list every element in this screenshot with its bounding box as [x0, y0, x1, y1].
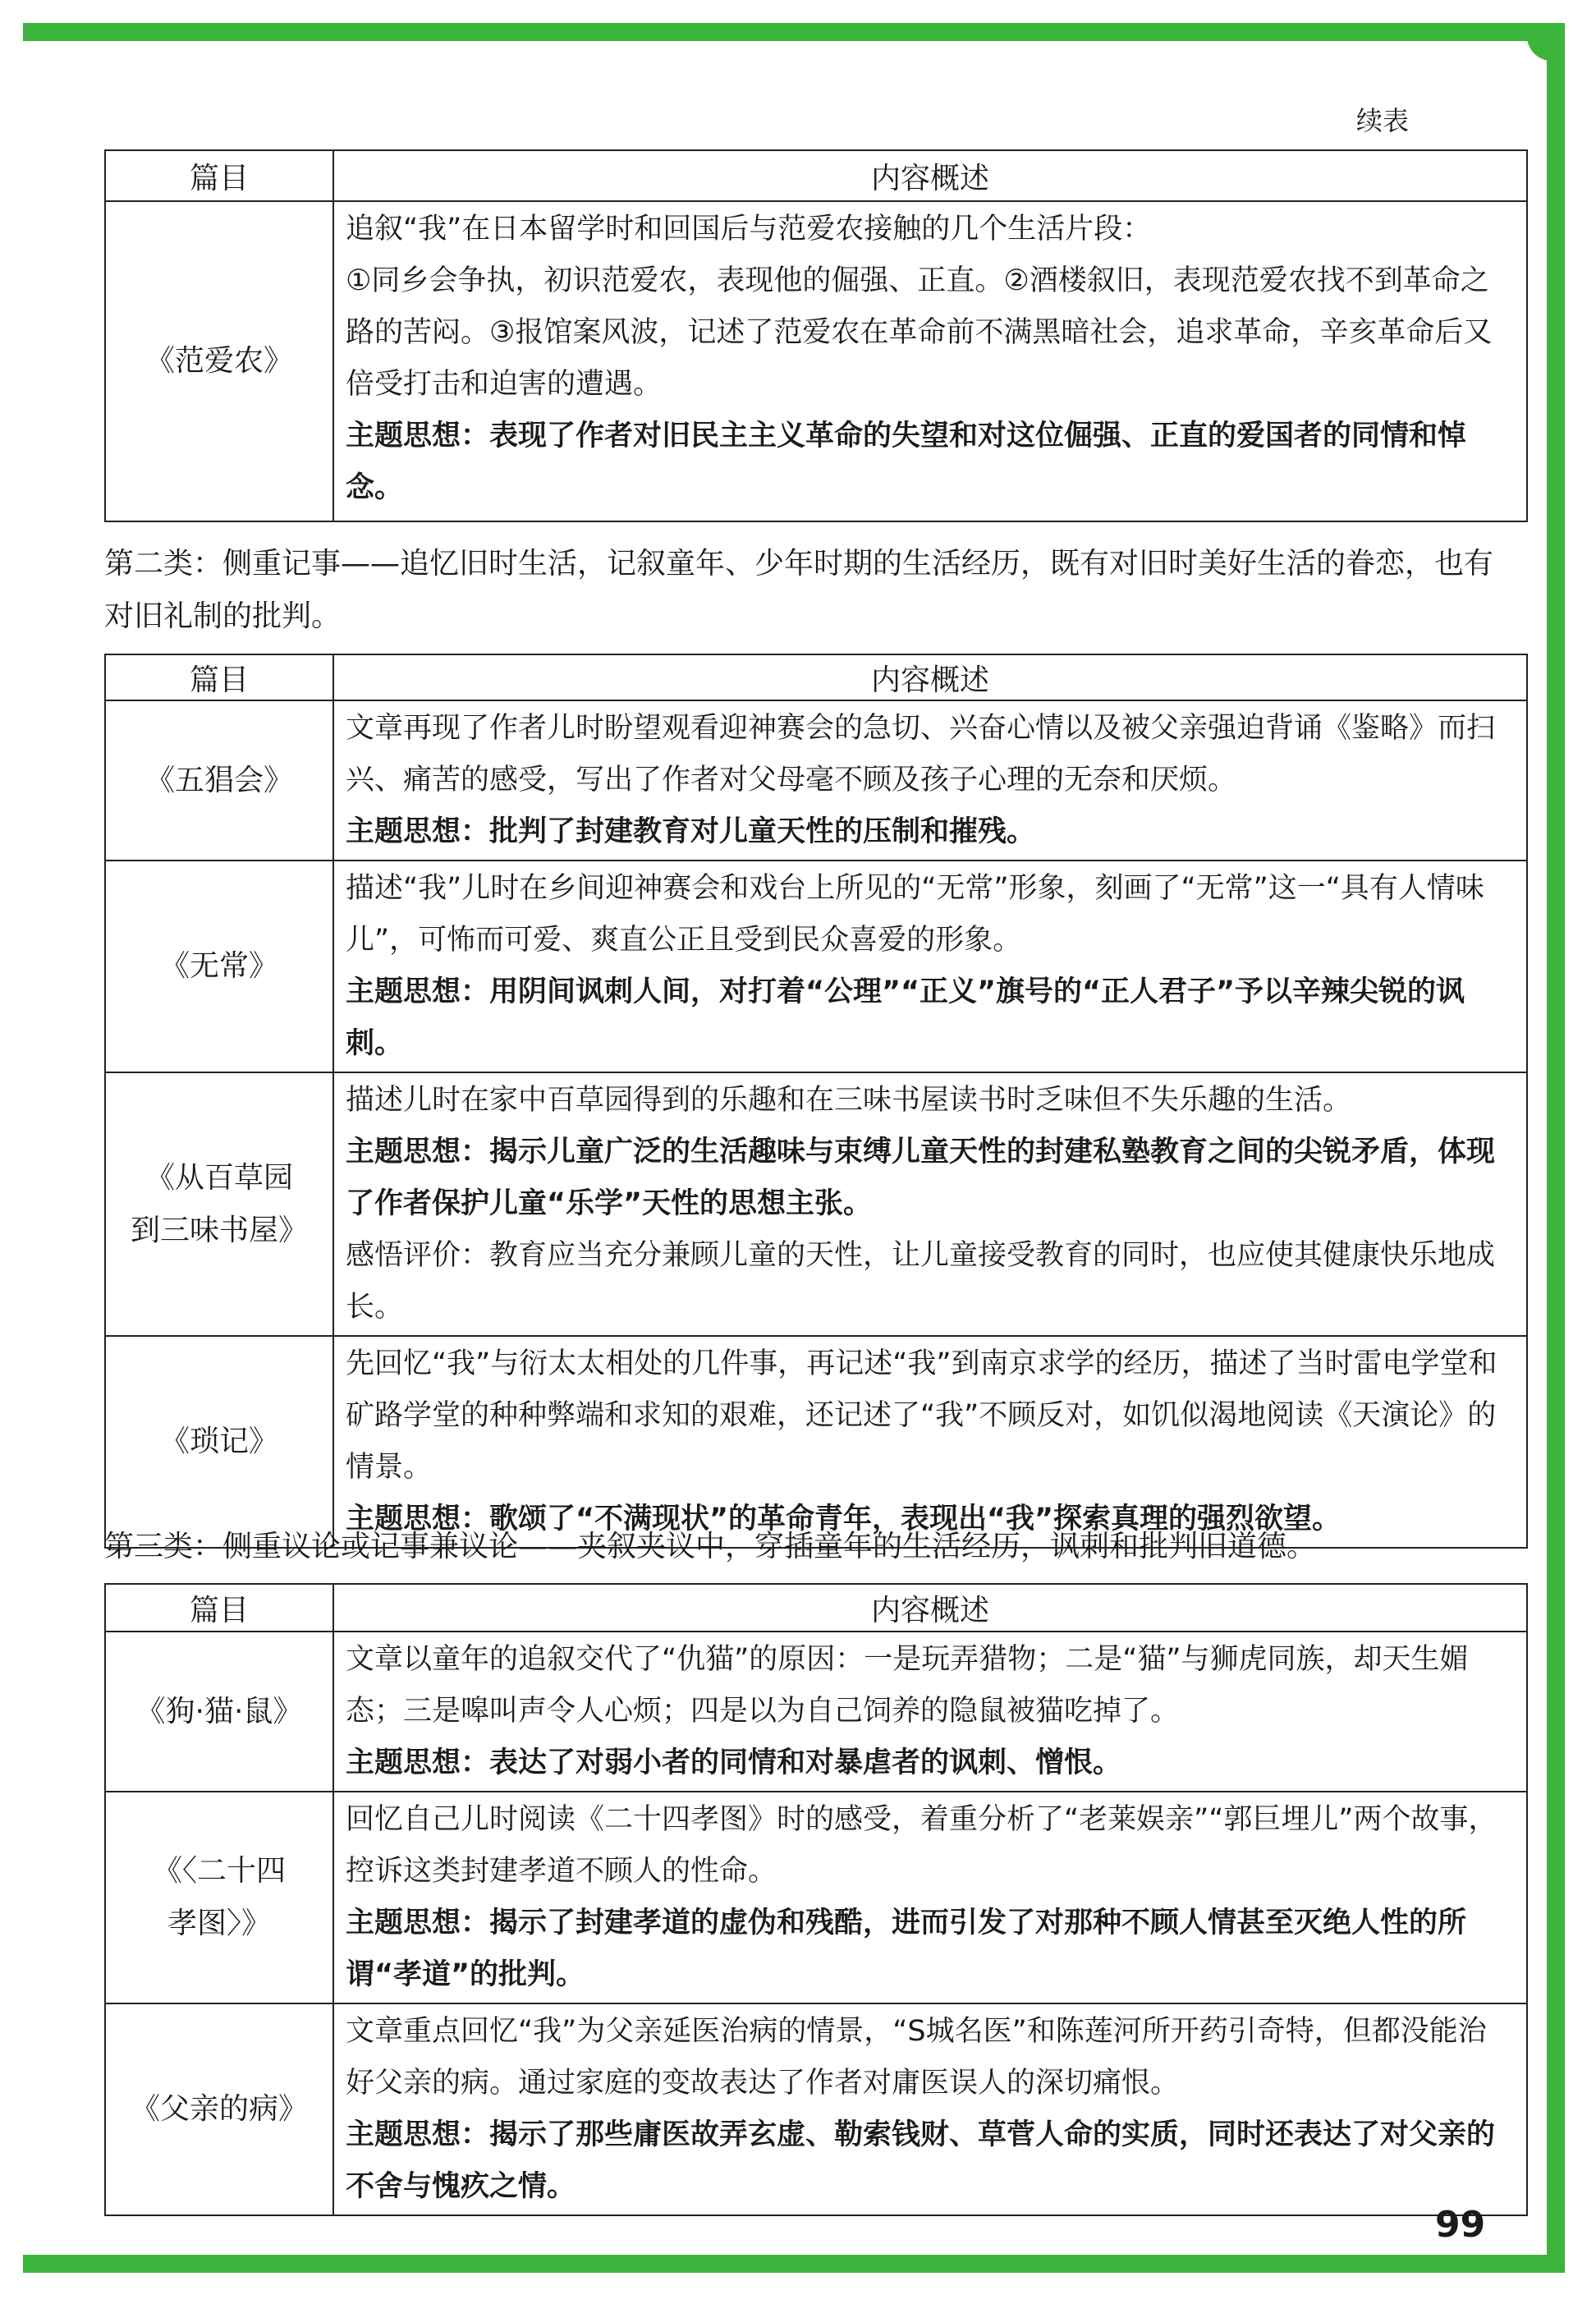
table-row — [105, 700, 1527, 861]
row-content — [333, 1072, 1527, 1336]
evaluation-line: 感悟评价：教育应当充分兼顾儿童的天性，让儿童接受教育的同时，也应使其健康快乐地成长。 — [346, 1239, 1496, 1324]
row-title — [105, 1792, 333, 2003]
content-line: 追叙“我”在日本留学时和回国后与范爱农接触的几个生活片段： — [346, 213, 1152, 246]
title-line: 《〈二十四 — [152, 1854, 286, 1888]
header-title: 篇目 — [105, 150, 333, 201]
table-2 — [104, 654, 1528, 1549]
header-title: 篇目 — [105, 1584, 333, 1632]
category-3-heading: 第三类：侧重议论或记事兼议论——夹叙夹议中，穿插童年的生活经历，讽刺和批判旧道德。 — [104, 1530, 1317, 1563]
theme-line: 主题思想：歌颂了“不满现状”的革命青年，表现出“我”探索真理的强烈欲望。 — [346, 1503, 1341, 1535]
table-row — [105, 1632, 1527, 1792]
green-frame-bottom — [23, 2255, 1565, 2273]
green-frame-top — [23, 23, 1565, 41]
row-content — [333, 1336, 1527, 1548]
content-line: 文章重点回忆“我”为父亲延医治病的情景，“S城名医”和陈莲河所开药引奇特，但都没能治好父亲的病。通过家庭的变故表达了作者对庸医误人的深切痛恨。 — [346, 2015, 1487, 2100]
page-number: 99 — [1435, 2204, 1486, 2246]
content-line: 文章再现了作者儿时盼望观看迎神赛会的急切、兴奋心情以及被父亲强迫背诵《鉴略》而扫兴、痛苦的感受，写出了作者对父母毫不顾及孩子心理的无奈和厌烦。 — [346, 712, 1496, 796]
row-content — [333, 2003, 1527, 2215]
theme-line: 主题思想：表现了作者对旧民主主义革命的失望和对这位倔强、正直的爱国者的同情和悼念。 — [346, 420, 1467, 504]
theme-line: 主题思想：表达了对弱小者的同情和对暴虐者的讽刺、憎恨。 — [346, 1746, 1122, 1779]
table-3 — [104, 1583, 1528, 2216]
table-header — [105, 654, 1527, 700]
theme-line: 主题思想：揭示了封建孝道的虚伪和残酷，进而引发了对那种不顾人情甚至灭绝人性的所谓“孝道”的批判。 — [346, 1907, 1467, 1991]
table-header — [105, 150, 1527, 201]
row-content — [333, 1792, 1527, 2003]
header-content: 内容概述 — [333, 654, 1527, 700]
content-line: 文章以童年的追叙交代了“仇猫”的原因：一是玩弄猎物；二是“猫”与狮虎同族，却天生媚态；三是嗥叫声令人心烦；四是以为自己饲养的隐鼠被猫吃掉了。 — [346, 1643, 1469, 1728]
theme-line: 主题思想：批判了封建教育对儿童天性的压制和摧残。 — [346, 815, 1036, 848]
content-line: 描述儿时在家中百草园得到的乐趣和在三味书屋读书时乏味但不失乐趣的生活。 — [346, 1084, 1352, 1117]
row-title: 《狗·猫·鼠》 — [105, 1632, 333, 1792]
row-title: 《父亲的病》 — [105, 2003, 333, 2215]
theme-line: 主题思想：用阴间讽刺人间，对打着“公理”“正义”旗号的“正人君子”予以辛辣尖锐的讽刺。 — [346, 975, 1465, 1060]
header-content: 内容概述 — [333, 150, 1527, 201]
header-content: 内容概述 — [333, 1584, 1527, 1632]
green-frame-right — [1547, 23, 1565, 2273]
table-header — [105, 1584, 1527, 1632]
content-line: 回忆自己儿时阅读《二十四孝图》时的感受，着重分析了“老莱娱亲”“郭巨埋儿”两个故事，控诉这类封建孝道不顾人的性命。 — [346, 1803, 1497, 1888]
row-title: 《五猖会》 — [105, 700, 333, 861]
header-title: 篇目 — [105, 654, 333, 700]
content-line: 先回忆“我”与衍太太相处的几件事，再记述“我”到南京求学的经历，描述了当时雷电学堂和矿路学堂的种种弊端和求知的艰难，还记述了“我”不顾反对，如饥似渴地阅读《天演论》的情景。 — [346, 1347, 1497, 1484]
row-content — [333, 1632, 1527, 1792]
continued-label: 续表 — [1356, 105, 1410, 136]
theme-line: 主题思想：揭示儿童广泛的生活趣味与束缚儿童天性的封建私塾教育之间的尖锐矛盾，体现了作者保护儿童“乐学”天性的思想主张。 — [346, 1136, 1496, 1220]
table-row — [105, 1792, 1527, 2003]
table-row — [105, 1336, 1527, 1548]
content-line: ①同乡会争执，初识范爱农，表现他的倔强、正直。②酒楼叙旧，表现范爱农找不到革命之路的苦闷。③报馆案风波，记述了范爱农在革命前不满黑暗社会，追求革命，辛亥革命后又倍受打击和迫害的遭遇。 — [346, 264, 1493, 401]
row-content — [333, 861, 1527, 1072]
row-title: 《无常》 — [105, 861, 333, 1072]
theme-line: 主题思想：揭示了那些庸医故弄玄虚、勒索钱财、草菅人命的实质，同时还表达了对父亲的不舍与愧疚之情。 — [346, 2118, 1496, 2203]
title-line: 到三味书屋》 — [130, 1213, 308, 1247]
table-row — [105, 1072, 1527, 1336]
content-line: 描述“我”儿时在乡间迎神赛会和戏台上所见的“无常”形象，刻画了“无常”这一“具有人情味儿”，可怖而可爱、爽直公正且受到民众喜爱的形象。 — [346, 872, 1484, 957]
table-row — [105, 201, 1527, 521]
title-line: 《从百草园 — [144, 1160, 293, 1195]
row-title — [105, 1072, 333, 1336]
table-row — [105, 2003, 1527, 2215]
row-content — [333, 201, 1527, 521]
row-title: 《琐记》 — [105, 1336, 333, 1548]
category-2-heading: 第二类：侧重记事——追忆旧时生活，记叙童年、少年时期的生活经历，既有对旧时美好生活的眷恋，也有对旧礼制的批判。 — [104, 547, 1494, 633]
green-frame-corner — [1527, 23, 1565, 61]
table-1 — [104, 149, 1528, 522]
title-line: 孝图〉》 — [167, 1907, 271, 1940]
row-content — [333, 700, 1527, 861]
row-title: 《范爱农》 — [105, 201, 333, 521]
table-row — [105, 861, 1527, 1072]
